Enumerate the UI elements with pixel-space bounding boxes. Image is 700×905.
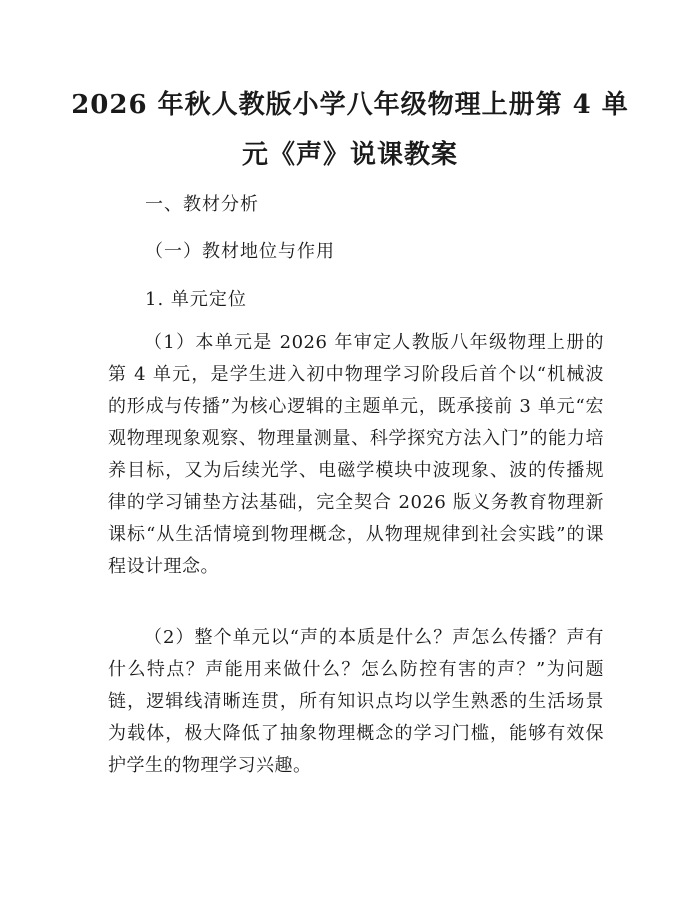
subsection-heading-position-role: （一）教材地位与作用 [145,241,335,262]
paragraph-question-chain: （2）整个单元以“声的本质是什么？声怎么传播？声有什么特点？声能用来做什么？怎么防控有害的声？”为问题链，逻辑线清晰连贯，所有知识点均以学生熟悉的生活场景为载体，极大降低了抽象物理概念的学习门槛，能够有效保护学生的物理学习兴趣。 [108,627,604,776]
paragraph-unit-positioning: （1）本单元是 2026 年审定人教版八年级物理上册的第 4 单元，是学生进入初中物理学习阶段后首个以“机械波的形成与传播”为核心逻辑的主题单元，既承接前 3 单元“宏观物理现象观察、物理量测量、科学探究方法入门”的能力培养目标，又为后续光学、电磁学模块中波现象、波的传播规律的学习铺垫方法基础，完全契合 2026 版义务教育物理新课标“从生活情境到物理概念，从物理规律到社会实践”的课程设计理念。 [108,332,604,577]
item-heading-unit-positioning: 1. 单元定位 [145,289,247,310]
document-title-line-1: 2026 年秋人教版小学八年级物理上册第 4 单 [71,90,629,120]
section-heading-textbook-analysis: 一、教材分析 [145,194,259,215]
document-title-line-2: 元《声》说课教案 [241,140,458,170]
